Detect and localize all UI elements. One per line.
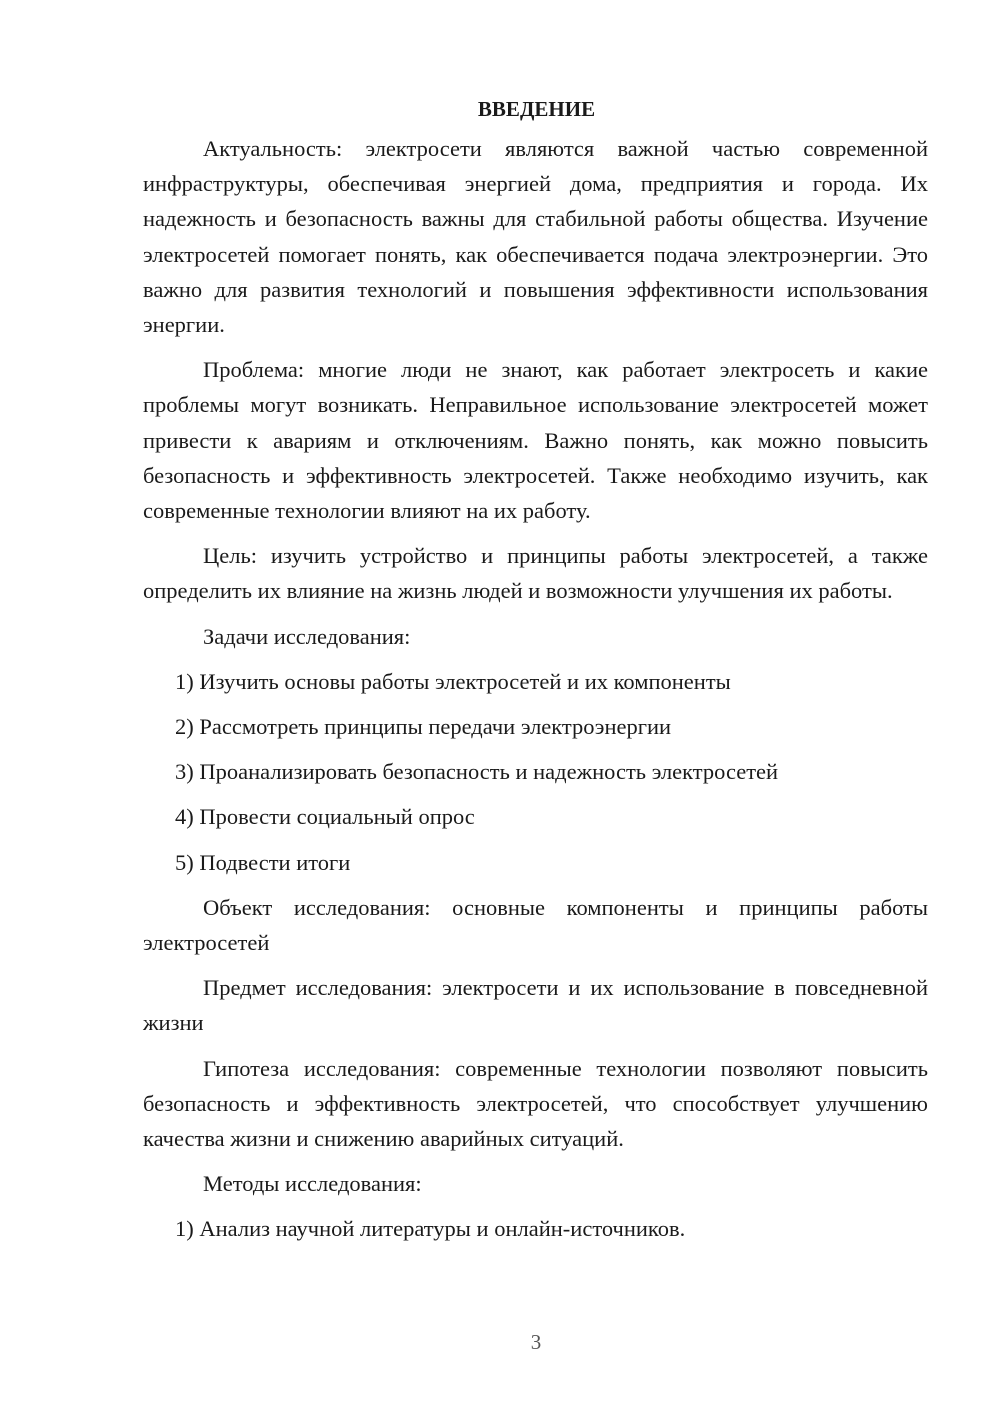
paragraph-relevance: Актуальность: электросети являются важной частью современной инфраструктуры, обеспечивая энергией дома, предприятия и города. Их надежность и безопасность важны для стабильной работы общества. Изучение электросетей помогает понять, как обеспечивается подача электроэнергии. Это важно для развития технологий и повышения эффективности использования энергии.: [143, 136, 928, 338]
list-item: 2) Рассмотреть принципы передачи электроэнергии: [175, 714, 672, 740]
paragraph-methods-heading: Методы исследования:: [203, 1171, 422, 1197]
paragraph-hypothesis: Гипотеза исследования: современные технологии позволяют повысить безопасность и эффективность электросетей, что способствует улучшению качества жизни и снижению аварийных ситуаций.: [143, 1055, 928, 1152]
paragraph-problem: Проблема: многие люди не знают, как работает электросеть и какие проблемы могут возникать. Неправильное использование электросетей может привести к авариям и отключениям. Важно понять, как можно повысить безопасность и эффективность электросетей. Также необходимо изучить, как современные технологии влияют на их работу.: [143, 357, 928, 524]
list-item: 1) Анализ научной литературы и онлайн-источников.: [175, 1216, 686, 1242]
paragraph-goal: Цель: изучить устройство и принципы работы электросетей, а также определить их влияние на жизнь людей и возможности улучшения их работы.: [143, 543, 928, 604]
list-item: 3) Проанализировать безопасность и надежность электросетей: [175, 759, 779, 785]
paragraph-object: Объект исследования: основные компоненты и принципы работы электросетей: [143, 894, 928, 956]
list-item: 5) Подвести итоги: [175, 849, 351, 875]
paragraph-subject: Предмет исследования: электросети и их использование в повседневной жизни: [143, 975, 928, 1036]
document-page: [143, 92, 928, 1257]
paragraph-tasks-heading: Задачи исследования:: [203, 623, 411, 649]
section-title: ВВЕДЕНИЕ: [477, 97, 596, 121]
list-item: 1) Изучить основы работы электросетей и их компоненты: [175, 668, 731, 694]
page-number: 3: [530, 1330, 542, 1354]
list-item: 4) Провести социальный опрос: [175, 804, 475, 830]
